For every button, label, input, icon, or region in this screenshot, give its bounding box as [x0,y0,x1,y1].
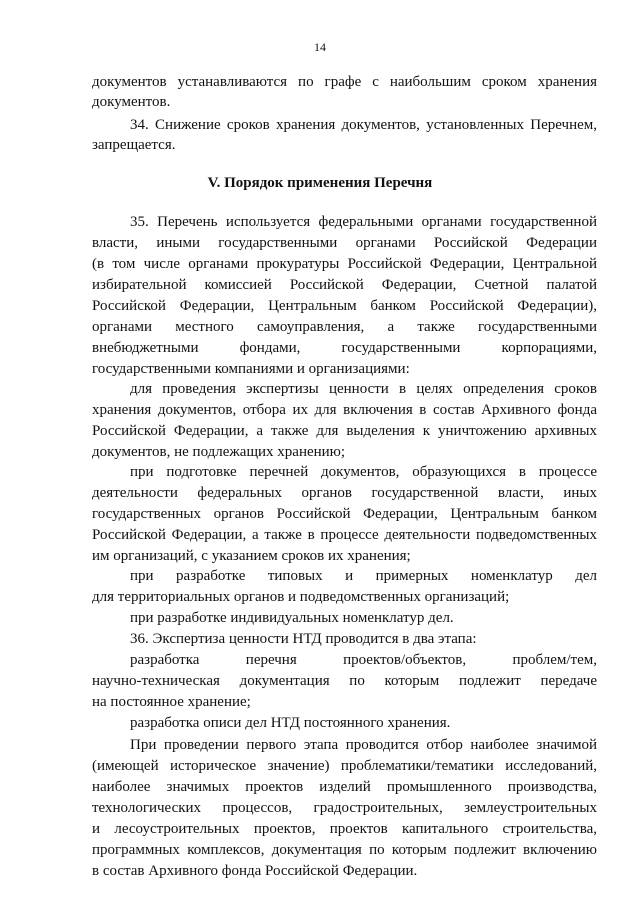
text-line: на постоянное хранение; [92,694,251,710]
text-line: технологических процессов, градостроительных, землеустроительных [92,800,597,816]
text-line: (в том числе органами прокуратуры Российской Федерации, Центральной [92,256,597,272]
text-line: избирательной комиссией Российской Федерации, Счетной палатой [92,277,597,293]
text-line: деятельности федеральных органов государственной власти, иных [92,485,597,501]
text-line: Российской Федерации, Центральным банком Российской Федерации), [92,298,597,314]
text-line: для проведения экспертизы ценности в целях определения сроков [130,381,597,397]
text-line: при разработке типовых и примерных номенклатур дел [130,568,597,584]
text-line: для территориальных органов и подведомственных организаций; [92,589,510,605]
text-line: (имеющей историческое значение) проблематики/тематики исследований, [92,758,597,774]
text-line: им организаций, с указанием сроков их хранения; [92,548,411,564]
text-line: при подготовке перечней документов, образующихся в процессе [130,464,597,480]
text-line: документов. [92,94,171,110]
text-line: и лесоустроительных проектов, проектов капитального строительства, [92,821,597,837]
text-line: 35. Перечень используется федеральными органами государственной [130,214,597,230]
text-line: разработка описи дел НТД постоянного хранения. [130,715,451,731]
text-line: документов устанавливаются по графе с наибольшим сроком хранения [92,74,597,90]
text-line: при разработке индивидуальных номенклатур дел. [130,610,454,626]
text-line: государственных органов Российской Федерации, Центральным банком [92,506,597,522]
text-line: При проведении первого этапа проводится отбор наиболее значимой [130,737,597,753]
text-line: документов, не подлежащих хранению; [92,444,346,460]
text-line: программных комплексов, документация по которым подлежит включению [92,842,597,858]
text-line: органами местного самоуправления, а также государственными [92,319,597,335]
text-line: 34. Снижение сроков хранения документов, установленных Перечнем, [130,117,597,133]
text-line: запрещается. [92,137,176,153]
text-line: в состав Архивного фонда Российской Федерации. [92,863,418,879]
text-line: внебюджетными фондами, государственными корпорациями, [92,340,597,356]
text-line: Российской Федерации, а также в процессе деятельности подведомственных [92,527,597,543]
text-line: наиболее значимых проектов изделий промышленного производства, [92,779,597,795]
page-number: 14 [314,40,326,54]
text-line: разработка перечня проектов/объектов, проблем/тем, [130,652,597,668]
text-line: Российской Федерации, а также для выделения к уничтожению архивных [92,423,597,439]
text-line: хранения документов, отбора их для включения в состав Архивного фонда [92,402,597,418]
text-line: научно-техническая документация по которым подлежит передаче [92,673,597,689]
text-line: 36. Экспертиза ценности НТД проводится в два этапа: [130,631,477,647]
text-line: власти, иными государственными органами Российской Федерации [92,235,597,251]
text-line: государственными компаниями и организациями: [92,361,410,377]
section-heading: V. Порядок применения Перечня [207,175,433,191]
